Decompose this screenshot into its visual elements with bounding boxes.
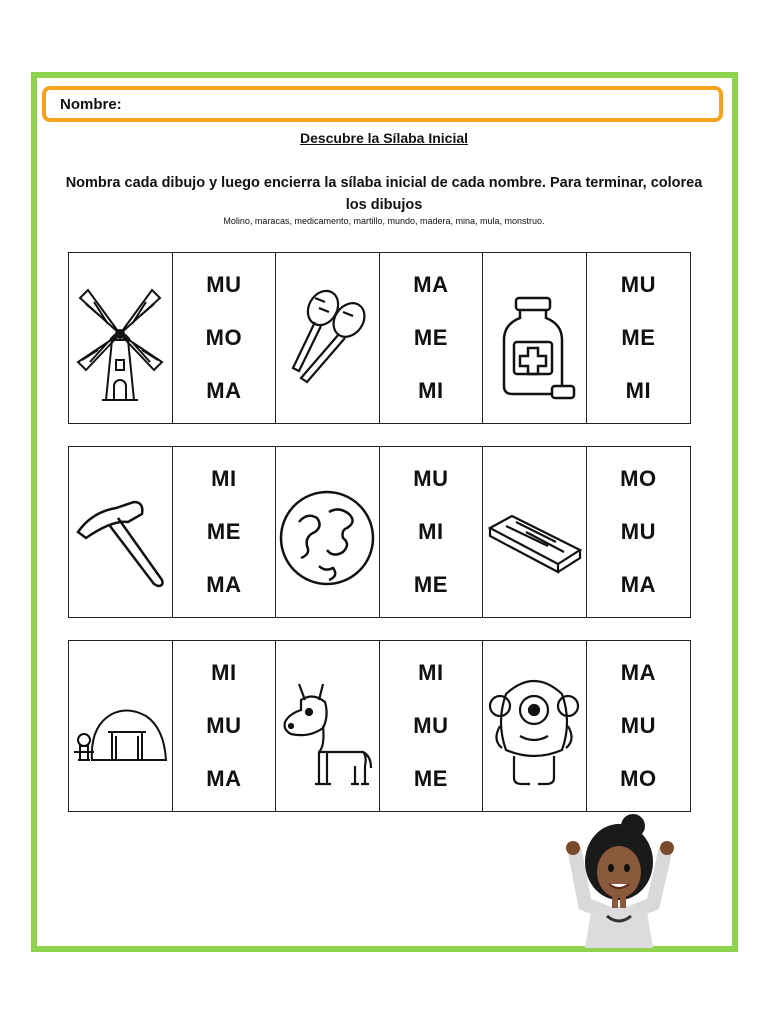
syllable-option[interactable]: MA bbox=[206, 377, 242, 403]
medicine-bottle-icon bbox=[486, 268, 582, 408]
syllable-option[interactable]: MA bbox=[620, 571, 656, 597]
mine-icon bbox=[72, 656, 168, 796]
syllable-option[interactable]: MU bbox=[620, 518, 656, 544]
syllable-option[interactable]: ME bbox=[413, 324, 448, 350]
picture-cell bbox=[69, 641, 173, 811]
picture-cell bbox=[276, 641, 380, 811]
windmill-icon bbox=[72, 268, 168, 408]
syllable-cell bbox=[380, 641, 483, 811]
syllable-option[interactable]: MI bbox=[211, 660, 237, 686]
word-list: Molino, maracas, medicamento, martillo, mundo, madera, mina, mula, monstruo. bbox=[223, 216, 545, 226]
syllable-option[interactable]: ME bbox=[206, 518, 241, 544]
syllable-option[interactable]: MU bbox=[206, 272, 242, 298]
picture-cell bbox=[69, 253, 173, 423]
syllable-option[interactable]: MA bbox=[206, 765, 242, 791]
picture-cell bbox=[483, 447, 587, 617]
syllable-option[interactable]: MU bbox=[413, 712, 449, 738]
syllable-option[interactable]: MI bbox=[418, 660, 444, 686]
maracas-icon bbox=[279, 268, 375, 408]
picture-cell bbox=[276, 253, 380, 423]
picture-cell bbox=[483, 641, 587, 811]
syllable-cell bbox=[173, 447, 276, 617]
exercise-row-1 bbox=[68, 252, 691, 424]
syllable-option[interactable]: ME bbox=[413, 765, 448, 791]
page-title: Descubre la Sílaba Inicial bbox=[299, 130, 469, 146]
syllable-option[interactable]: MI bbox=[418, 518, 444, 544]
syllable-cell bbox=[173, 253, 276, 423]
wood-plank-icon bbox=[486, 462, 582, 602]
syllable-cell bbox=[173, 641, 276, 811]
syllable-cell bbox=[587, 447, 690, 617]
name-label: Nombre: bbox=[60, 95, 122, 113]
picture-cell bbox=[69, 447, 173, 617]
syllable-cell bbox=[587, 641, 690, 811]
monster-icon bbox=[486, 656, 582, 796]
globe-icon bbox=[279, 462, 375, 602]
syllable-cell bbox=[587, 253, 690, 423]
syllable-option[interactable]: MU bbox=[620, 272, 656, 298]
syllable-option[interactable]: ME bbox=[621, 324, 656, 350]
syllable-option[interactable]: MI bbox=[625, 377, 652, 403]
syllable-option[interactable]: MI bbox=[211, 466, 237, 492]
syllable-cell bbox=[380, 253, 483, 423]
cheering-girl-illustration bbox=[545, 812, 685, 948]
syllable-option[interactable]: ME bbox=[413, 571, 448, 597]
syllable-option[interactable]: MU bbox=[620, 712, 656, 738]
picture-cell bbox=[276, 447, 380, 617]
name-field[interactable] bbox=[42, 86, 723, 122]
syllable-option[interactable]: MO bbox=[205, 324, 243, 350]
exercise-row-3 bbox=[68, 640, 691, 812]
syllable-option[interactable]: MU bbox=[413, 466, 449, 492]
hammer-icon bbox=[72, 462, 168, 602]
mule-icon bbox=[279, 656, 375, 796]
instructions: Nombra cada dibujo y luego encierra la sílaba inicial de cada nombre. Para terminar, colorea los dibujos bbox=[65, 175, 703, 213]
syllable-cell bbox=[380, 447, 483, 617]
syllable-option[interactable]: MA bbox=[206, 571, 242, 597]
syllable-option[interactable]: MA bbox=[620, 660, 656, 686]
syllable-option[interactable]: MA bbox=[413, 272, 449, 298]
syllable-option[interactable]: MU bbox=[206, 712, 242, 738]
syllable-option[interactable]: MO bbox=[620, 765, 657, 791]
syllable-option[interactable]: MO bbox=[620, 466, 657, 492]
picture-cell bbox=[483, 253, 587, 423]
syllable-option[interactable]: MI bbox=[418, 377, 444, 403]
exercise-row-2 bbox=[68, 446, 691, 618]
